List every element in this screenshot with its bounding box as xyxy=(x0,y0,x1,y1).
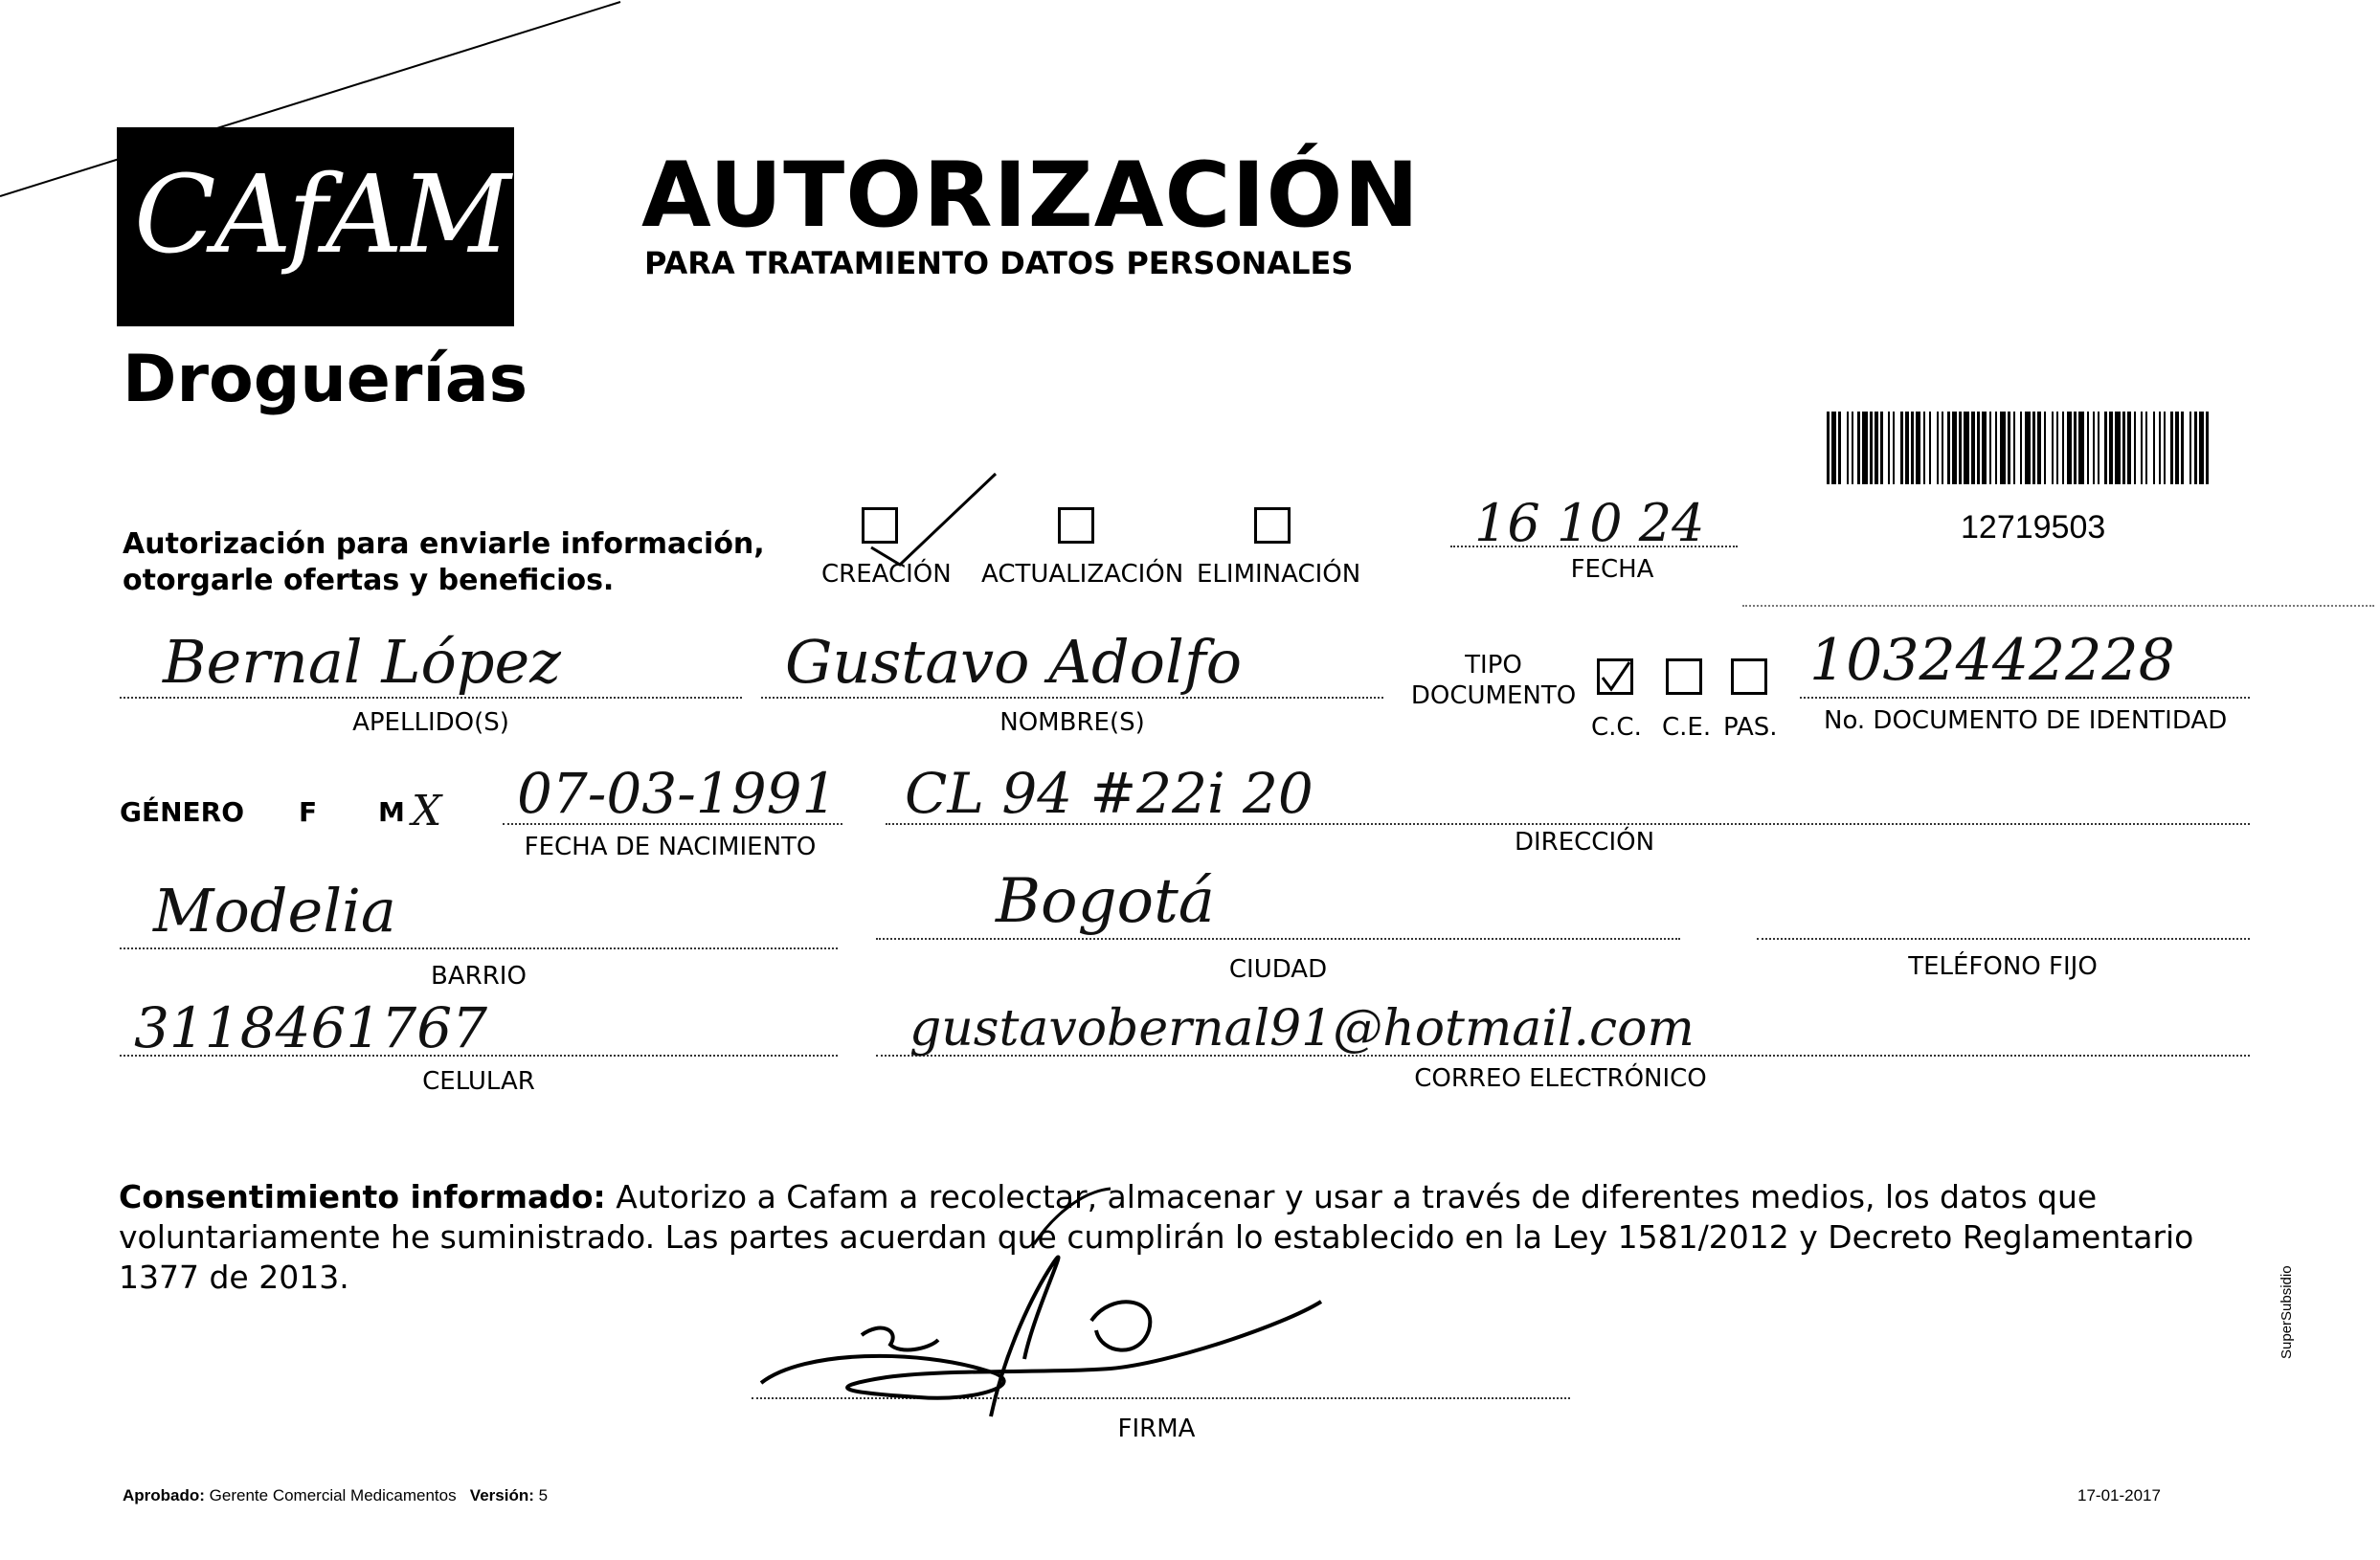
checkbox-eliminacion[interactable] xyxy=(1254,507,1291,544)
nombres-line xyxy=(761,697,1383,699)
barcode-bar xyxy=(1827,412,1830,484)
barcode-number: 12719503 xyxy=(1961,509,2106,546)
barcode-bar xyxy=(2052,412,2054,484)
label-eliminacion: ELIMINACIÓN xyxy=(1197,560,1361,589)
ciudad-line xyxy=(876,938,1680,940)
tipo-documento-label-2: DOCUMENTO xyxy=(1410,681,1577,710)
label-pas: PAS. xyxy=(1723,713,1778,742)
barcode-bar xyxy=(2032,412,2035,484)
barcode-bar xyxy=(1838,412,1841,484)
barcode-bar xyxy=(2056,412,2058,484)
barcode-bar xyxy=(1900,412,1903,484)
barcode-bar xyxy=(2074,412,2077,484)
barcode-bar xyxy=(2000,412,2006,484)
correo-label: CORREO ELECTRÓNICO xyxy=(1414,1064,1707,1093)
barcode-bar xyxy=(2122,412,2125,484)
barcode-bar xyxy=(2164,412,2166,484)
label-actualizacion: ACTUALIZACIÓN xyxy=(981,560,1184,589)
barcode-bar xyxy=(1952,412,1957,484)
separator-line xyxy=(1742,605,2374,607)
barcode-bar xyxy=(1893,412,1895,484)
barcode-bar xyxy=(1937,412,1939,484)
barcode-bar xyxy=(1862,412,1868,484)
barcode-bar xyxy=(2159,412,2161,484)
barcode-bar xyxy=(2067,412,2072,484)
ciudad-label: CIUDAD xyxy=(1228,955,1328,984)
barcode-bar xyxy=(2087,412,2089,484)
logo-subtitle: Droguerías xyxy=(123,342,528,417)
barcode-bar xyxy=(1982,412,1987,484)
page-title: AUTORIZACIÓN xyxy=(641,144,1421,248)
barcode-bar xyxy=(2062,412,2064,484)
fecha-nacimiento-value[interactable]: 07-03-1991 xyxy=(517,761,838,826)
checkbox-cc-check-mark xyxy=(1597,658,1633,695)
barrio-value[interactable]: Modelia xyxy=(153,876,396,946)
barcode-bar xyxy=(2078,412,2084,484)
barcode-bar xyxy=(1977,412,1980,484)
barcode-bar xyxy=(2206,412,2209,484)
barcode-bar xyxy=(1947,412,1950,484)
barcode-bar xyxy=(2127,412,2131,484)
cafam-logo-text: CAfAM xyxy=(134,153,509,278)
celular-label: CELULAR xyxy=(422,1067,535,1096)
barcode-bar xyxy=(2199,412,2204,484)
celular-value[interactable]: 3118461767 xyxy=(134,995,488,1060)
barcode-bar xyxy=(1929,412,1931,484)
barcode-bar xyxy=(2098,412,2099,484)
telefono-line xyxy=(1757,938,2250,940)
barcode-bar xyxy=(2115,412,2121,484)
barcode-bar xyxy=(2013,412,2015,484)
barcode-bar xyxy=(2181,412,2184,484)
barcode-bar xyxy=(2170,412,2173,484)
barcode-bar xyxy=(2109,412,2113,484)
barrio-line xyxy=(120,947,838,949)
checkbox-pas[interactable] xyxy=(1731,658,1767,695)
documento-line xyxy=(1800,697,2250,699)
footer-date: 17-01-2017 xyxy=(2077,1486,2161,1504)
genero-f-label[interactable]: F xyxy=(299,796,318,828)
barcode-bar xyxy=(1847,412,1849,484)
footer-approved-value: Gerente Comercial Medicamentos xyxy=(209,1486,457,1504)
direccion-label: DIRECCIÓN xyxy=(1514,828,1655,857)
footer-approved xyxy=(123,1486,548,1505)
label-creacion: CREACIÓN xyxy=(821,560,952,589)
nombres-value[interactable]: Gustavo Adolfo xyxy=(785,627,1243,697)
documento-value[interactable]: 1032442228 xyxy=(1809,627,2175,694)
apellidos-value[interactable]: Bernal López xyxy=(163,627,561,697)
barcode-bar xyxy=(1905,412,1909,484)
barcode-bar xyxy=(2020,412,2022,484)
barcode-bar xyxy=(2025,412,2031,484)
checkbox-creacion-check-mark xyxy=(862,469,1005,574)
barcode-bar xyxy=(2093,412,2095,484)
barcode-bar xyxy=(1870,412,1873,484)
intro-text xyxy=(123,526,765,599)
barrio-label: BARRIO xyxy=(431,962,527,991)
direccion-value[interactable]: CL 94 #22i 20 xyxy=(905,761,1313,826)
barcode-bar xyxy=(1880,412,1883,484)
barcode-bar xyxy=(1971,412,1975,484)
barcode-bar xyxy=(1923,412,1925,484)
nombres-label: NOMBRE(S) xyxy=(999,708,1145,737)
fecha-label: FECHA xyxy=(1570,555,1654,584)
genero-m-label[interactable]: M xyxy=(378,796,405,828)
barcode-bar xyxy=(1959,412,1962,484)
checkbox-ce[interactable] xyxy=(1666,658,1702,695)
barcode-bar xyxy=(2145,412,2147,484)
barcode-bar xyxy=(2104,412,2107,484)
fecha-nacimiento-label: FECHA DE NACIMIENTO xyxy=(524,833,817,861)
barcode-bar xyxy=(2141,412,2143,484)
footer-side-text: SuperSubsidio xyxy=(2279,1265,2295,1359)
barcode-bar xyxy=(2194,412,2197,484)
signature-scribble xyxy=(747,1187,1340,1445)
label-cc: C.C. xyxy=(1591,713,1642,742)
footer-version-label: Versión: xyxy=(469,1486,534,1504)
barcode-bar xyxy=(2134,412,2136,484)
fecha-value[interactable]: 16 10 24 xyxy=(1474,493,1705,553)
documento-label: No. DOCUMENTO DE IDENTIDAD xyxy=(1824,706,2228,735)
intro-line-2: otorgarle ofertas y beneficios. xyxy=(123,564,615,597)
firma-label: FIRMA xyxy=(1117,1415,1196,1443)
barcode-bar xyxy=(2044,412,2046,484)
apellidos-label: APELLIDO(S) xyxy=(352,708,509,737)
telefono-label: TELÉFONO FIJO xyxy=(1908,952,2098,981)
consent-text: Autorizo a Cafam a recolectar, almacenar y usar a través de diferentes medios, los datos que voluntariamente he suministrado. Las partes acuerdan que cumplirán lo establecido en la Ley 1581/2012 y Decreto Reglamentario 1377 de 2013. xyxy=(119,1178,2194,1296)
correo-value[interactable]: gustavobernal91@hotmail.com xyxy=(909,1000,1695,1058)
barcode-bar xyxy=(1964,412,1969,484)
footer-approved-label: Aprobado: xyxy=(123,1486,205,1504)
barcode-bar xyxy=(1831,412,1836,484)
page-subtitle: PARA TRATAMIENTO DATOS PERSONALES xyxy=(644,245,1354,281)
intro-line-1: Autorización para enviarle información, xyxy=(123,527,765,561)
consent-heading: Consentimiento informado: xyxy=(119,1178,606,1215)
barcode-bar xyxy=(1916,412,1920,484)
barcode-bar xyxy=(2008,412,2010,484)
genero-label: GÉNERO xyxy=(120,796,245,828)
barcode xyxy=(1827,412,2212,484)
barcode-bar xyxy=(1995,412,1997,484)
genero-m-mark: X xyxy=(412,787,442,836)
checkbox-actualizacion[interactable] xyxy=(1058,507,1094,544)
barcode-bar xyxy=(2037,412,2041,484)
barcode-bar xyxy=(1942,412,1943,484)
apellidos-line xyxy=(120,697,742,699)
barcode-bar xyxy=(1989,412,1991,484)
barcode-bar xyxy=(1875,412,1878,484)
barcode-bar xyxy=(2153,412,2155,484)
barcode-bar xyxy=(2189,412,2191,484)
barcode-bar xyxy=(2175,412,2179,484)
footer-version-value: 5 xyxy=(538,1486,549,1504)
label-ce: C.E. xyxy=(1662,713,1712,742)
barcode-bar xyxy=(1852,412,1853,484)
tipo-documento-label-1: TIPO xyxy=(1465,651,1522,680)
barcode-bar xyxy=(1888,412,1890,484)
barcode-bar xyxy=(1911,412,1914,484)
barcode-bar xyxy=(1857,412,1860,484)
ciudad-value[interactable]: Bogotá xyxy=(996,866,1215,937)
